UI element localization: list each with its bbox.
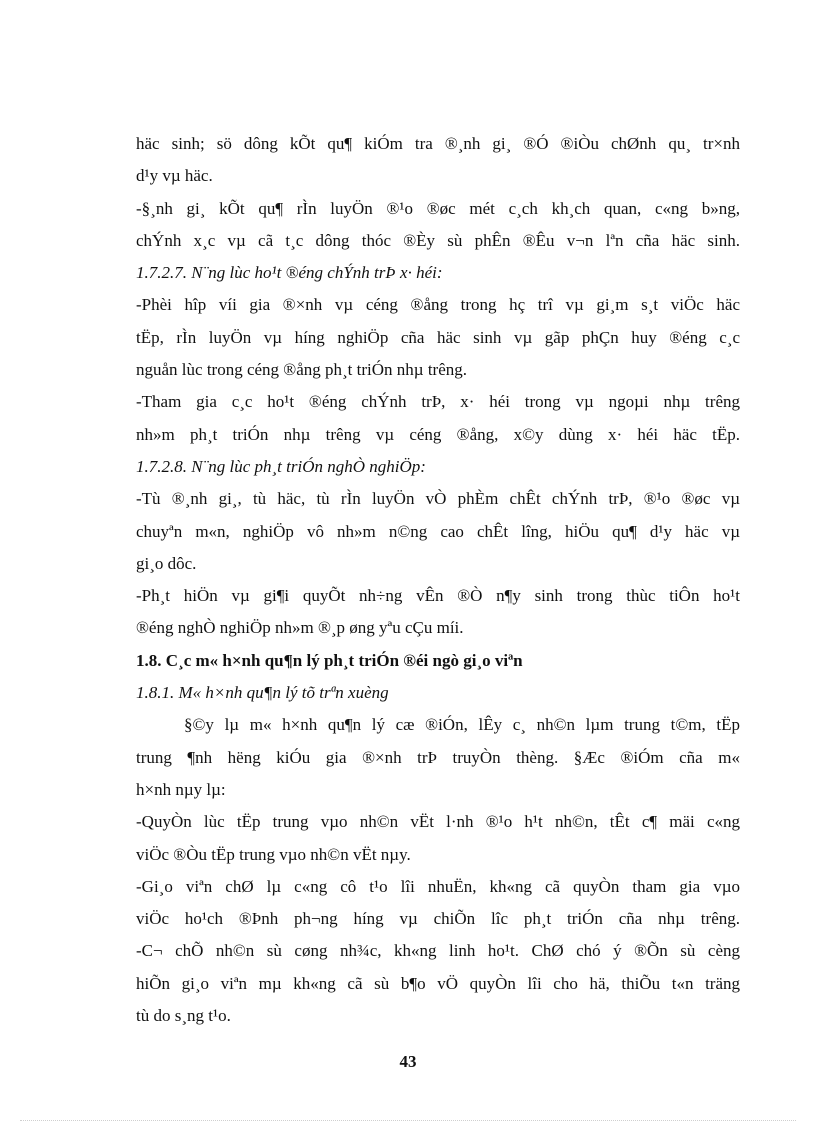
text-line: d¹y vµ häc. [136,166,213,186]
text-line: viÖc ho¹ch ®Þnh ph¬ng híng vµ chiÕn lîc ph¸t triÓn cña nhµ trêng. [136,909,740,929]
text-line: nguån lùc trong céng ®ång ph¸t triÓn nhµ trêng. [136,360,467,380]
footer-divider [20,1120,796,1121]
text-line: trung ¶nh hëng kiÓu gia ®×nh trÞ truyÒn thèng. §Æc ®iÓm cña m« [136,747,740,767]
text-line: hiÕn gi¸o viªn mµ kh«ng cã sù b¶o vÖ quyÒn lîi cho hä, thiÕu t«n träng [136,973,740,993]
text-line: -Gi¸o viªn chØ lµ c«ng cô t¹o lîi nhuËn, kh«ng cã quyÒn tham gia vµo [136,876,740,896]
text-line: häc sinh; sö dông kÕt qu¶ kiÓm tra ®¸nh gi¸ ®Ó ®iÒu chØnh qu¸ tr×nh [136,134,740,153]
text-line: h×nh nµy lµ: [136,779,226,799]
text-line: -Phèi hîp víi gia ®×nh vµ céng ®ång trong hç trî vµ gi¸m s¸t viÖc häc [136,295,740,315]
text-line: viÖc ®Òu tËp trung vµo nh©n vËt nµy. [136,844,411,864]
section-heading-1-7-2-7: 1.7.2.7. N¨ng lùc ho¹t ®éng chÝnh trÞ x· héi: [136,263,443,283]
text-line: nh»m ph¸t triÓn nhµ trêng vµ céng ®ång, x©y dùng x· héi häc tËp. [136,424,740,444]
text-line: gi¸o dôc. [136,553,197,573]
text-line: tù do s¸ng t¹o. [136,1006,231,1026]
page-number: 43 [399,1052,417,1071]
text-line: chuyªn m«n, nghiÖp vô nh»m n©ng cao chÊt lîng, hiÖu qu¶ d¹y häc vµ [136,521,740,541]
text-line: -QuyÒn lùc tËp trung vµo nh©n vËt l·nh ®¹o h¹t nh©n, tÊt c¶ mäi c«ng [136,812,740,832]
section-heading-1-8: 1.8. C¸c m« h×nh qu¶n lý ph¸t triÓn ®éi ngò gi¸o viªn [136,650,523,670]
text-line: -Tham gia c¸c ho¹t ®éng chÝnh trÞ, x· héi trong vµ ngoµi nhµ trêng [136,392,740,412]
section-heading-1-8-1: 1.8.1. M« h×nh qu¶n lý tõ trªn xuèng [136,683,389,703]
text-line: chÝnh x¸c vµ cã t¸c dông thóc ®Èy sù phÊn ®Êu v¬n lªn cña häc sinh. [136,230,740,250]
text-line: -§¸nh gi¸ kÕt qu¶ rÌn luyÖn ®¹o ®øc mét c¸ch kh¸ch quan, c«ng b»ng, [136,198,740,218]
text-line: -Tù ®¸nh gi¸, tù häc, tù rÌn luyÖn vÒ phÈm chÊt chÝnh trÞ, ®¹o ®øc vµ [136,489,740,509]
section-heading-1-7-2-8: 1.7.2.8. N¨ng lùc ph¸t triÓn nghÒ nghiÖp: [136,456,426,476]
document-body [136,128,740,1032]
text-line: ®éng nghÒ nghiÖp nh»m ®¸p øng yªu cÇu míi. [136,618,464,638]
text-line: §©y lµ m« h×nh qu¶n lý cæ ®iÓn, lÊy c¸ nh©n lµm trung t©m, tËp [184,715,740,735]
text-line: -Ph¸t hiÖn vµ gi¶i quyÕt nh÷ng vÊn ®Ò n¶y sinh trong thùc tiÔn ho¹t [136,586,740,606]
text-line: tËp, rÌn luyÖn vµ híng nghiÖp cña häc sinh vµ gãp phÇn huy ®éng c¸c [136,327,740,347]
text-line: -C¬ chÕ nh©n sù cøng nh¾c, kh«ng linh ho¹t. ChØ chó ý ®Õn sù cèng [136,941,740,961]
